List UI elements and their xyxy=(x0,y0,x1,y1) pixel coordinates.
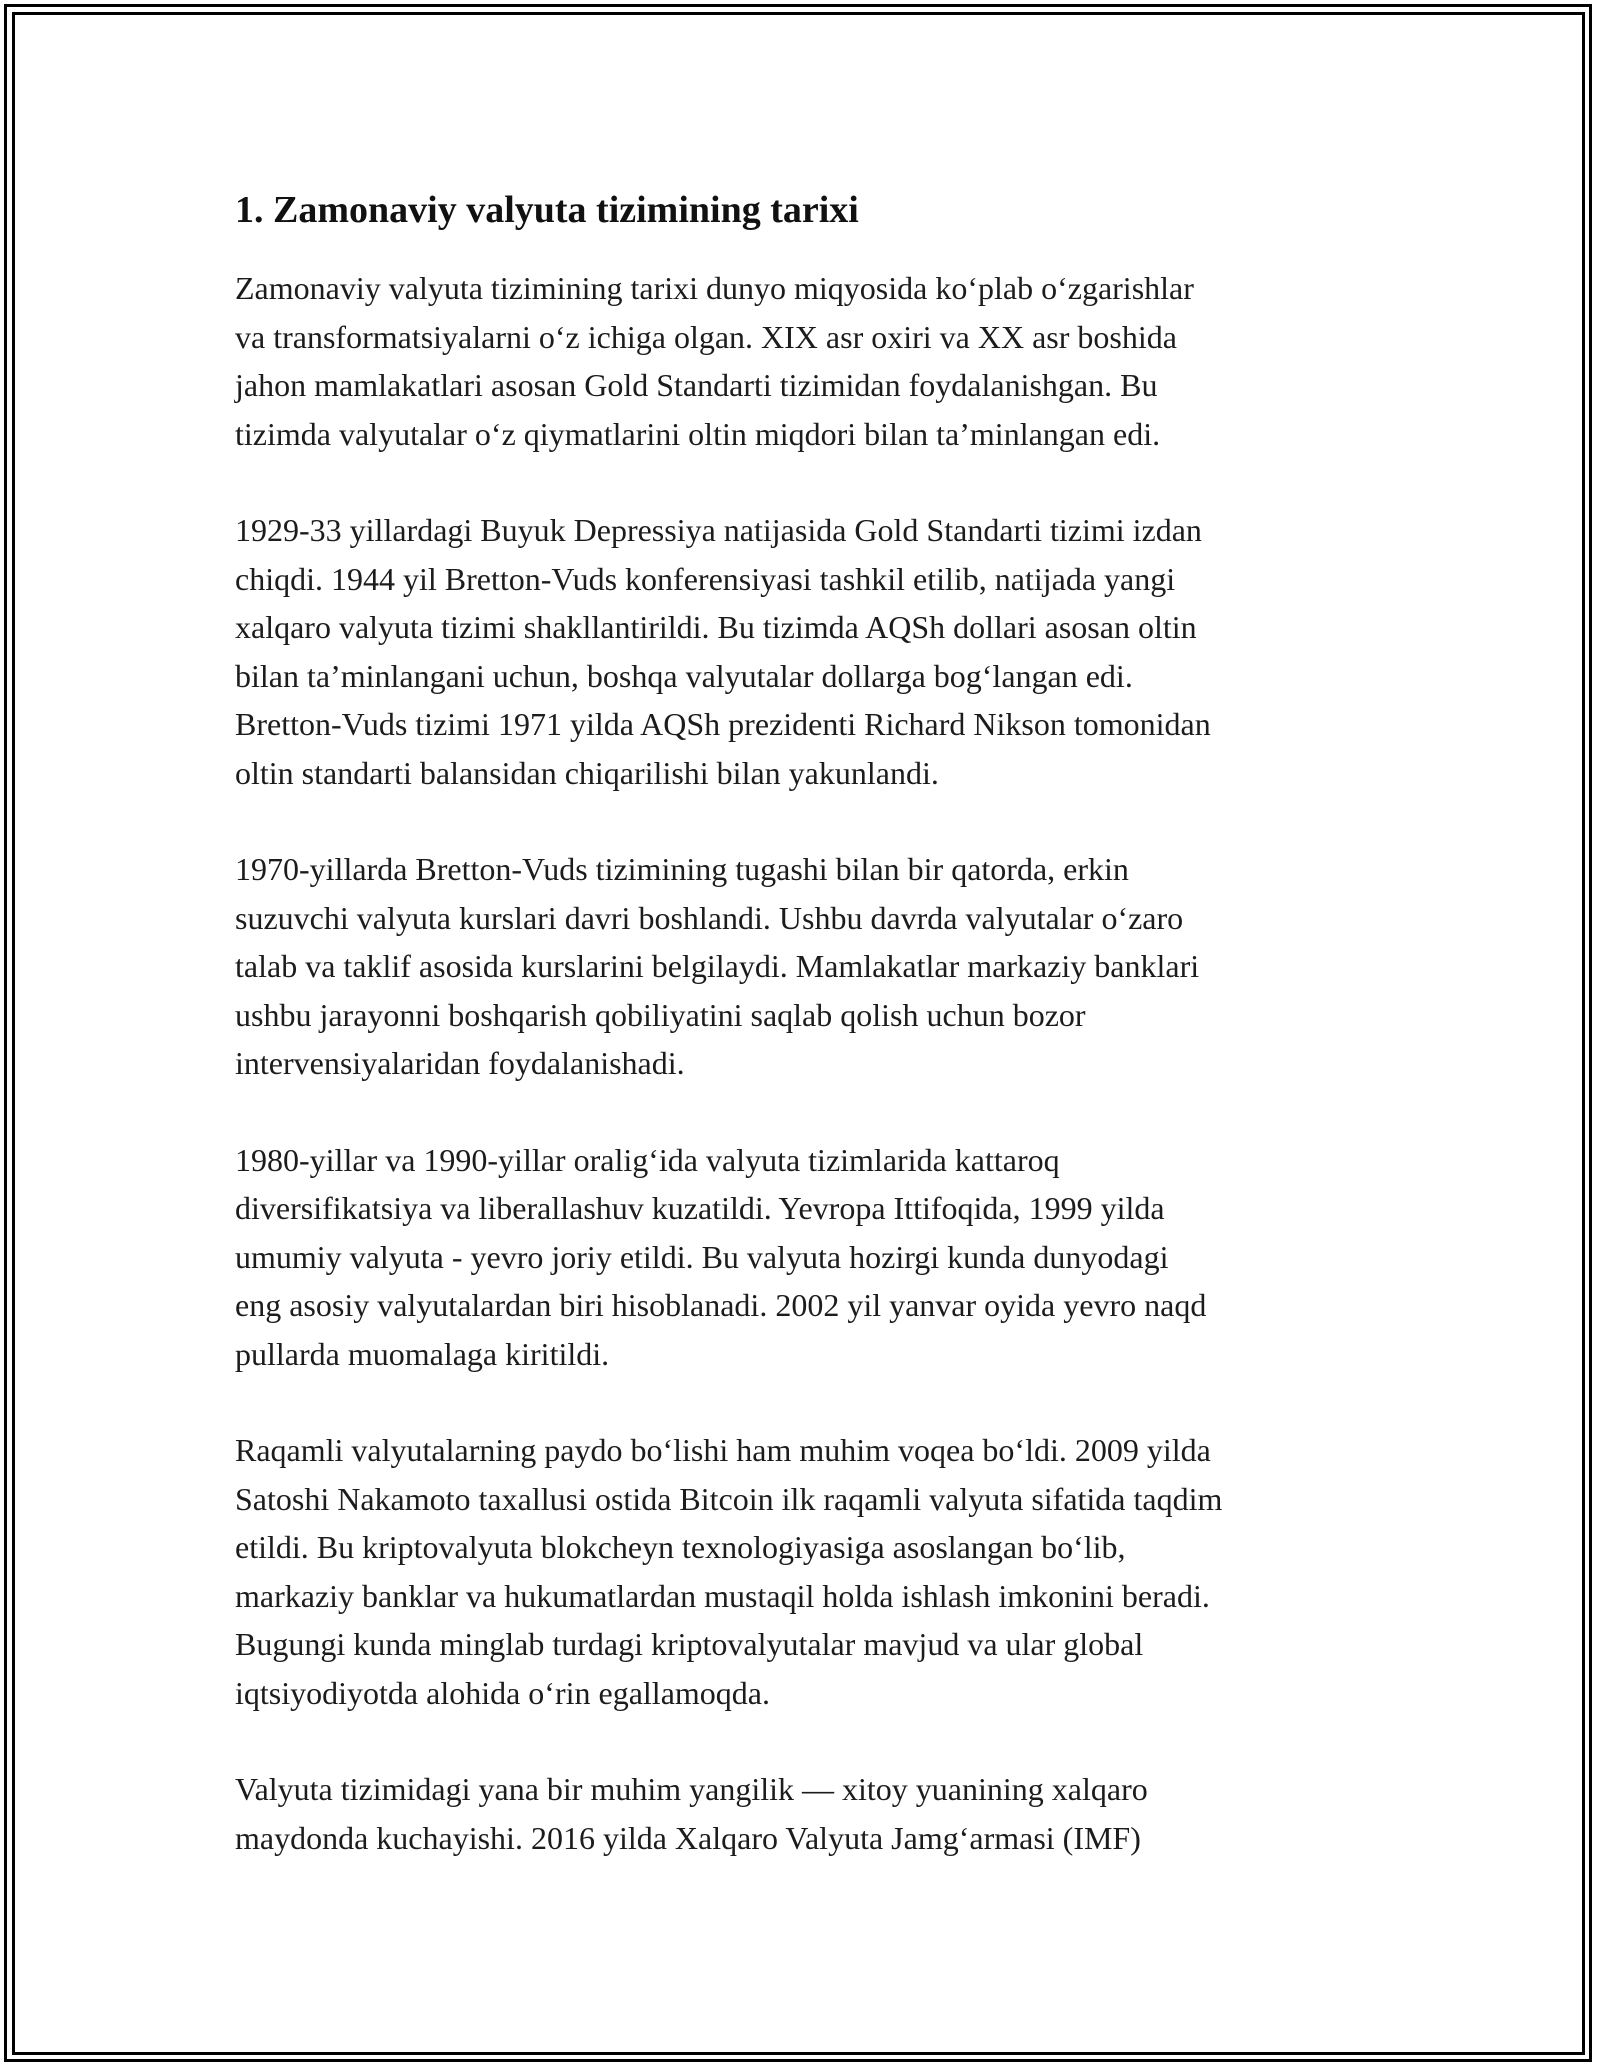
text-line: Valyuta tizimidagi yana bir muhim yangilik — xitoy yuanining xalqaro xyxy=(235,1771,1148,1807)
text-line: bilan taʼminlangani uchun, boshqa valyutalar dollarga bogʻlangan edi. xyxy=(235,657,1133,694)
section-title: 1. Zamonaviy valyuta tizimining tarixi xyxy=(235,189,859,231)
text-line: 1970-yillarda Bretton-Vuds tizimining tugashi bilan bir qatorda, erkin xyxy=(235,851,1129,887)
text-line: Bretton-Vuds tizimi 1971 yilda AQSh prezidenti Richard Nikson tomonidan xyxy=(235,706,1211,742)
text-line: tizimda valyutalar oʻz qiymatlarini oltin miqdori bilan taʼminlangan edi. xyxy=(235,415,1161,452)
text-line: ushbu jarayonni boshqarish qobiliyatini saqlab qolish uchun bozor xyxy=(235,996,1086,1033)
text-line: talab va taklif asosida kurslarini belgilaydi. Mamlakatlar markaziy banklari xyxy=(235,948,1200,984)
text-line: pullarda muomalaga kiritildi. xyxy=(235,1335,610,1372)
document-body xyxy=(235,186,1375,1910)
paragraph-1 xyxy=(235,264,1375,458)
text-line: eng asosiy valyutalardan biri hisoblanadi. 2002 yil yanvar oyida yevro naqd xyxy=(235,1287,1207,1323)
text-line: diversifikatsiya va liberallashuv kuzatildi. Yevropa Ittifoqida, 1999 yilda xyxy=(235,1190,1165,1226)
text-line: Bugungi kunda minglab turdagi kriptovalyutalar mavjud va ular global xyxy=(235,1626,1144,1662)
text-line: Satoshi Nakamoto taxallusi ostida Bitcoin ilk raqamli valyuta sifatida taqdim xyxy=(235,1480,1223,1517)
text-line: Raqamli valyutalarning paydo boʻlishi ham muhim voqea boʻldi. 2009 yilda xyxy=(235,1432,1211,1468)
text-line: va transformatsiyalarni oʻz ichiga olgan. XIX asr oxiri va XX asr boshida xyxy=(235,318,1177,355)
text-line: etildi. Bu kriptovalyuta blokcheyn texnologiyasiga asoslangan boʻlib, xyxy=(235,1529,1126,1565)
paragraph-2 xyxy=(235,506,1375,797)
paragraph-3 xyxy=(235,845,1375,1088)
paragraph-5 xyxy=(235,1426,1375,1717)
text-line: maydonda kuchayishi. 2016 yilda Xalqaro Valyuta Jamgʻarmasi (IMF) xyxy=(235,1819,1141,1856)
paragraph-6 xyxy=(235,1765,1375,1862)
text-line: 1929-33 yillardagi Buyuk Depressiya natijasida Gold Standarti tizimi izdan xyxy=(235,512,1202,548)
text-line: iqtsiyodiyotda alohida oʻrin egallamoqda. xyxy=(235,1674,770,1711)
text-line: chiqdi. 1944 yil Bretton-Vuds konferensiyasi tashkil etilib, natijada yangi xyxy=(235,560,1176,597)
paragraph-4 xyxy=(235,1136,1375,1379)
text-line: 1980-yillar va 1990-yillar oraligʻida valyuta tizimlarida kattaroq xyxy=(235,1141,1060,1178)
text-line: xalqaro valyuta tizimi shakllantirildi. Bu tizimda AQSh dollari asosan oltin xyxy=(235,609,1197,645)
text-line: suzuvchi valyuta kurslari davri boshlandi. Ushbu davrda valyutalar oʻzaro xyxy=(235,899,1184,936)
text-line: oltin standarti balansidan chiqarilishi bilan yakunlandi. xyxy=(235,754,939,791)
text-line: umumiy valyuta - yevro joriy etildi. Bu valyuta hozirgi kunda dunyodagi xyxy=(235,1238,1169,1275)
text-line: markaziy banklar va hukumatlardan mustaqil holda ishlash imkonini beradi. xyxy=(235,1577,1210,1614)
text-line: jahon mamlakatlari asosan Gold Standarti tizimidan foydalanishgan. Bu xyxy=(235,367,1158,403)
text-line: intervensiyalaridan foydalanishadi. xyxy=(235,1045,685,1081)
text-line: Zamonaviy valyuta tizimining tarixi dunyo miqyosida koʻplab oʻzgarishlar xyxy=(235,270,1194,306)
